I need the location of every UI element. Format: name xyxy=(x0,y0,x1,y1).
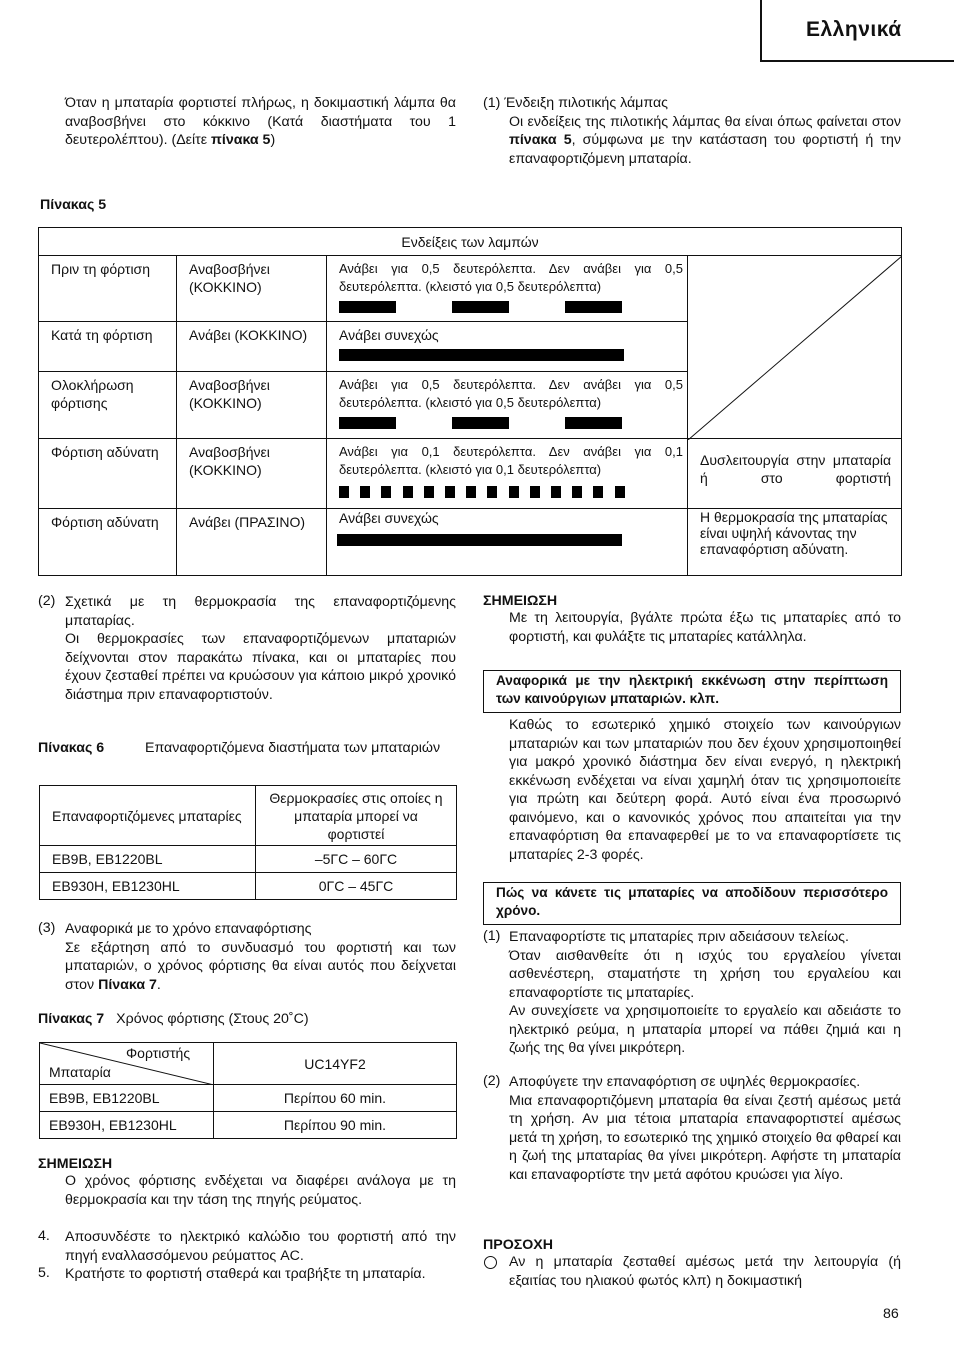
note1 xyxy=(38,1156,456,1209)
table7-corner xyxy=(40,1043,214,1085)
table7-caption-block xyxy=(38,1011,309,1027)
intro-paragraph: Όταν η μπαταρία φορτιστεί πλήρως, η δοκιμαστική λάμπα θα αναβοσβήνει στο κόκκινο (Κατά διαστήματα του 1 δευτερολέπτου). (Δείτε πίνακα 5) xyxy=(65,95,456,148)
note1-title: ΣΗΜΕΙΩΣΗ xyxy=(38,1156,113,1172)
table5-header: Ενδείξεις των λαμπών xyxy=(39,228,902,256)
table6-range: –5ΓC – 60ΓC xyxy=(256,846,457,873)
table7-caption: Χρόνος φόρτισης (Στους 20˚C) xyxy=(116,1011,309,1027)
table5-lamp: Αναβοσβήνει (ΚΟΚΚΙΝΟ) xyxy=(177,372,327,439)
table7-charger: UC14YF2 xyxy=(214,1043,457,1085)
circle-bullet-icon xyxy=(484,1256,497,1269)
lamp-pattern-segment xyxy=(452,417,509,429)
step-text: Κρατήστε το φορτιστή σταθερά και τραβήξτε τη μπαταρία. xyxy=(65,1266,426,1282)
table7-time: Περίπου 60 min. xyxy=(214,1085,457,1112)
table6-col2: Θερμοκρασίες στις οποίες η μπαταρία μπορεί να φορτιστεί xyxy=(256,786,457,846)
corner-battery-label: Μπαταρία xyxy=(49,1064,111,1080)
lamp-pattern-dot xyxy=(509,486,519,498)
temperature-num: (2) xyxy=(38,593,56,609)
lamp-pattern-segment xyxy=(565,301,622,313)
table6-caption-block xyxy=(38,739,456,758)
table6-label: Πίνακας 6 xyxy=(38,740,105,756)
pilot-text: Οι ενδείξεις της πιλοτικής λάμπας θα είναι όπως φαίνεται στον πίνακα 5, σύμφωνα με την κατάσταση του φορτιστή ή την επαναφορτιζόμενη μπαταρία. xyxy=(509,113,902,167)
lamp-pattern-dot xyxy=(551,486,561,498)
note1-text: Ο χρόνος φόρτισης ενδέχεται να διαφέρει ανάλογα με τη θερμοκρασία και την τάση της πηγής ρεύματος. xyxy=(65,1173,456,1208)
table7 xyxy=(39,1042,457,1139)
box2-item-para: Αν συνεχίσετε να χρησιμοποιείτε το εργαλείο και αδειάστε το ηλεκτρικό ρεύμα, η μπαταρία μπορεί να πάθει ζημιά και η ζωής της θα γίνει μικρότερη. xyxy=(509,1003,901,1056)
box1-title: Αναφορικά με την ηλεκτρική εκκένωση στην περίπτωση των καινούργιων μπαταριών. κλπ. xyxy=(483,670,901,713)
lamp-pattern-continuous xyxy=(337,534,622,546)
pilot-lamp-section xyxy=(483,94,901,168)
table5-lamp: Ανάβει (ΠΡΑΣΙΝΟ) xyxy=(177,509,327,576)
step-text: Αποσυνδέστε το ηλεκτρικό καλώδιο του φορτιστή από την πηγή εναλλασσόμενου ρεύματτος AC. xyxy=(65,1229,456,1264)
note2-text: Με τη λειτουργία, βγάλτε πρώτα έξω τις μπαταρίες από το φορτιστή, και φυλάξτε τις μπαταρίες κατάλληλα. xyxy=(509,610,901,645)
pilot-num: (1) xyxy=(483,95,501,111)
table6-range: 0ΓC – 45ΓC xyxy=(256,873,457,900)
lamp-pattern-dot xyxy=(360,486,370,498)
lamp-pattern-dot xyxy=(615,486,625,498)
lamp-pattern-dot xyxy=(466,486,476,498)
box2-item-para: Μια επαναφορτιζόμενη μπαταρία θα είναι ζεστή αμέσως μετά τη χρήση. Αν μια τέτοια μπαταρία επαναφορτιστεί αμέσως μετά τη χρήση, το εσωτερικό της χημικό στοιχείο θα φθαρεί και η ζωή της μπαταρίας θα γίνει μικρότερη. Αφήστε τη μπαταρία και επαναφορτίστε την μετά αφότου κρυώσει για λίγο. xyxy=(509,1092,901,1183)
table6-caption: Επαναφορτιζόμενα διαστήματα των μπαταριών xyxy=(145,740,441,756)
lamp-pattern-dot xyxy=(339,486,349,498)
table5-desc: Ανάβει για 0,5 δευτερόλεπτα. Δεν ανάβει για 0,5 δευτερόλεπτα. (κλειστό για 0,5 δευτερόλεπτα) xyxy=(339,377,683,410)
lamp-pattern-dot xyxy=(593,486,603,498)
lamp-pattern-dot xyxy=(424,486,434,498)
table7-battery: EB9B, EB1220BL xyxy=(40,1085,214,1112)
table5-desc: Ανάβει συνεχώς xyxy=(339,510,439,526)
temperature-section xyxy=(38,593,456,704)
box1-text: Καθώς το εσωτερικό χημικό στοιχείο των καινούργιων μπαταριών και των μπαταριών που δεν έχουν χρησιμοποιηθεί για μακρό χρονικό διάστημα δεν είναι ενεργό, η ηλεκτρική εκκένωση ενδέχεται να είναι χαμηλή όταν τις χρησιμοποιείτε για πρώτη και δεύτερη φορά. Αυτό είναι ένα προσωρινό φαινόμενο, και ο κανονικός χρόνος που απαιτείται για την επαναφόρτιση θα επαναφερθεί με το να επαναφορτίσετε τις μπαταρίες 2-3 φορές. xyxy=(509,717,901,863)
table5-lamp: Αναβοσβήνει (ΚΟΚΚΙΝΟ) xyxy=(177,439,327,509)
lamp-pattern-segment xyxy=(339,301,396,313)
table7-battery: EB930H, EB1230HL xyxy=(40,1112,214,1139)
step-5: 5. Κρατήστε το φορτιστή σταθερά και τραβήξτε τη μπαταρία. xyxy=(38,1265,456,1284)
table5-empty-cell xyxy=(688,256,902,439)
lamp-pattern-segment xyxy=(339,417,396,429)
caution-text: Αν η μπαταρία ζεσταθεί αμέσως μετά την λειτουργία (ή εξαιτίας του ηλιακού φωτός κλπ) η δοκιμαστική xyxy=(509,1254,901,1289)
table5-desc: Ανάβει για 0,5 δευτερόλεπτα. Δεν ανάβει για 0,5 δευτερόλεπτα. (κλειστό για 0,5 δευτερόλεπτα) xyxy=(339,261,683,294)
box2-item-head: Επαναφορτίστε τις μπαταρίες πριν αδειάσουν τελείως. xyxy=(509,929,849,945)
table5-desc: Ανάβει συνεχώς xyxy=(339,327,439,343)
table5-state: Πριν τη φόρτιση xyxy=(39,256,177,322)
table7-time: Περίπου 90 min. xyxy=(214,1112,457,1139)
table5-remark: Η θερμοκρασία της μπαταρίας είναι υψηλή κάνοντας την επαναφόρτιση αδύνατη. xyxy=(688,509,902,576)
table5 xyxy=(38,227,901,575)
box2-item-head: Αποφύγετε την επαναφόρτιση σε υψηλές θερμοκρασίες. xyxy=(509,1074,861,1090)
lamp-pattern-dot xyxy=(487,486,497,498)
table5-lamp: Αναβοσβήνει (ΚΟΚΚΙΝΟ) xyxy=(177,256,327,322)
temperature-text: Οι θερμοκρασίες των επαναφορτιζόμενων μπαταριών δείχνονται στον παρακάτω πίνακα, και οι μπαταρίες που έχουν ζεσταθεί πρέπει να κρυώσουν για κάποιο μικρό χρονικό διάστημα πριν επαναφορτιστούν. xyxy=(65,631,456,703)
box2-item-2: (2) Αποφύγετε την επαναφόρτιση σε υψηλές θερμοκρασίες. Μια επαναφορτιζόμενη μπαταρία θα είναι ζεστή αμέσως μετά τη χρήση. Αν μια τέτοια μπαταρία επαναφορτιστεί αμέσως μετά τη χρήση, το εσωτερικό της χημικό στοιχείο θα φθαρεί και η ζωή της μπαταρίας θα γίνει μικρότερη. Αφήστε τη μπαταρία και επαναφορτίστε την μετά αφότου κρυώσει για λίγο. xyxy=(483,1073,901,1183)
lamp-pattern-segment xyxy=(452,301,509,313)
corner-charger-label: Φορτιστής xyxy=(126,1045,191,1061)
diagonal-line xyxy=(688,256,902,440)
recharge-time-section xyxy=(38,920,456,994)
lamp-pattern-dot xyxy=(572,486,582,498)
step-4: 4. Αποσυνδέστε το ηλεκτρικό καλώδιο του φορτιστή από την πηγή εναλλασσόμενου ρεύματτος AC. xyxy=(38,1228,456,1264)
table6-battery: EB9B, EB1220BL xyxy=(40,846,256,873)
lamp-pattern-dot xyxy=(403,486,413,498)
lamp-pattern-segment xyxy=(565,417,622,429)
note2-title: ΣΗΜΕΙΩΣΗ xyxy=(483,593,558,609)
table5-state: Φόρτιση αδύνατη xyxy=(39,439,177,509)
table5-desc: Ανάβει για 0,1 δευτερόλεπτα. Δεν ανάβει για 0,1 δευτερόλεπτα. (κλειστό για 0,1 δευτερόλεπτα) xyxy=(339,444,683,477)
caution-title: ΠΡΟΣΟΧΗ xyxy=(483,1237,554,1253)
note2 xyxy=(483,593,901,646)
table7-label: Πίνακας 7 xyxy=(38,1011,105,1027)
recharge-text: Σε εξάρτηση από το συνδυασμό του φορτιστή και των μπαταριών, ο χρόνος φόρτισης θα είναι αυτός που δείχνεται στον Πίνακα 7. xyxy=(65,939,456,993)
table5-state: Κατά τη φόρτιση xyxy=(39,322,177,372)
box2-item-1: (1) Επαναφορτίστε τις μπαταρίες πριν αδειάσουν τελείως. Όταν αισθανθείτε ότι η ισχύς του εργαλείου γίνεται ασθενέστερη, σταματήστε τη χρήση του εργαλείου και επαναφορτίστε τις μπαταρίες. Αν συνεχίσετε να χρησιμοποιείτε το εργαλείο και αδειάστε το ηλεκτρικό ρεύμα, η μπαταρία μπορεί να πάθει ζημιά και η ζωής της θα γίνει μικρότερη. xyxy=(483,928,901,1056)
temperature-title: Σχετικά με τη θερμοκρασία της επαναφορτιζόμενης μπαταρίας. xyxy=(65,594,456,629)
lamp-pattern-dot xyxy=(530,486,540,498)
table5-lamp: Ανάβει (ΚΟΚΚΙΝΟ) xyxy=(177,322,327,372)
recharge-title: Αναφορικά με το χρόνο επαναφόρτισης xyxy=(65,921,312,937)
box2-item-para: Όταν αισθανθείτε ότι η ισχύς του εργαλείου γίνεται ασθενέστερη, σταματήστε τη χρήση του εργαλείου και επαναφορτίστε τις μπαταρίες. xyxy=(509,947,901,1001)
table5-state: Ολοκλήρωση φόρτισης xyxy=(39,372,177,439)
recharge-num: (3) xyxy=(38,920,56,936)
table6-battery: EB930H, EB1230HL xyxy=(40,873,256,900)
language-label: Ελληνικά xyxy=(806,18,902,41)
table6-col1: Επαναφορτιζόμενες μπαταρίες xyxy=(40,786,256,846)
table6 xyxy=(39,785,457,900)
lamp-pattern-continuous xyxy=(339,349,624,361)
table5-state: Φόρτιση αδύνατη xyxy=(39,509,177,576)
caution xyxy=(483,1237,901,1290)
table5-remark: Δυσλειτουργία στην μπαταρία ή στο φορτιστή xyxy=(688,439,902,509)
pilot-title: Ένδειξη πιλοτικής λάμπας xyxy=(504,95,668,111)
table5-label: Πίνακας 5 xyxy=(40,197,107,213)
language-tab xyxy=(760,0,954,62)
lamp-pattern-dot xyxy=(445,486,455,498)
page-number: 86 xyxy=(883,1306,899,1322)
box2-title: Πώς να κάνετε τις μπαταρίες να αποδίδουν περισσότερο χρόνο. xyxy=(483,882,901,925)
lamp-pattern-dot xyxy=(381,486,391,498)
